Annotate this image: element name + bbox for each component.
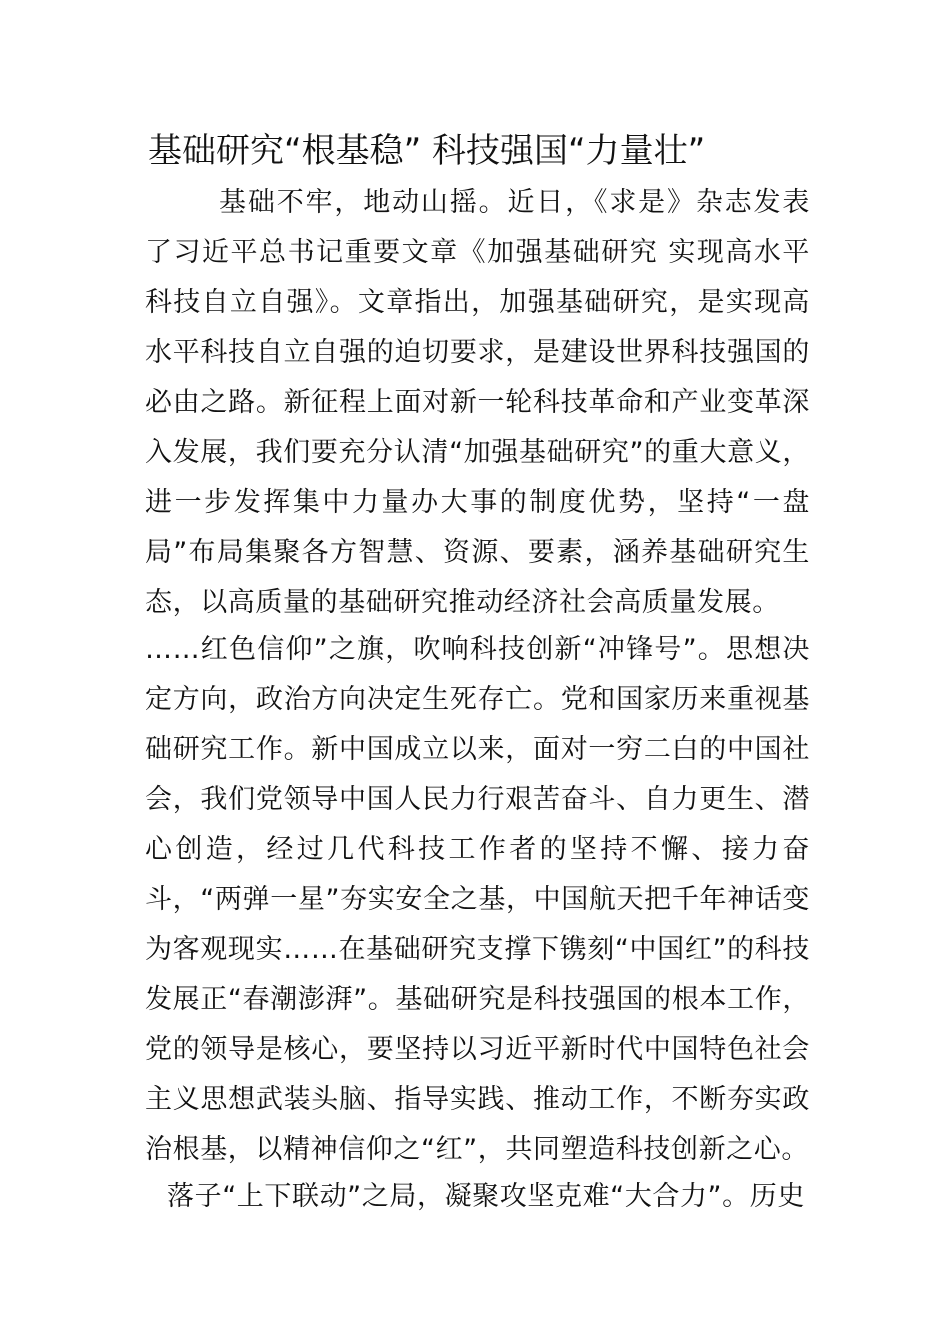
- document-title: 基础研究“根基稳” 科技强国“力量壮”: [148, 131, 706, 171]
- paragraph-intro: 基础不牢，地动山摇。近日，《求是》杂志发表了习近平总书记重要文章《加强基础研究 实现高水平科技自立自强》。文章指出，加强基础研究，是实现高水平科技自立自强的迫切要求，是建设世界科技强国的必由之路。新征程上面对新一轮科技革命和产业变革深入发展，我们要充分认清“加强基础研究”的重大意义，进一步发挥集中力量办大事的制度优势，坚持“一盘局”布局集聚各方智慧、资源、要素，涵养基础研究生态，以高质量的基础研究推动经济社会高质量发展。: [145, 187, 810, 618]
- paragraph-joint-effort: 落子“上下联动”之局，凝聚攻坚克难“大合力”。历史: [167, 1181, 805, 1212]
- paragraph-red-faith: ……红色信仰”之旗，吹响科技创新“冲锋号”。思想决定方向，政治方向决定生死存亡。党和国家历来重视基础研究工作。新中国成立以来，面对一穷二白的中国社会，我们党领导中国人民力行艰苦奋斗、自力更生、潜心创造，经过几代科技工作者的坚持不懈、接力奋斗，“两弹一星”夯实安全之基，中国航天把千年神话变为客观现实……在基础研究支撑下镌刻“中国红”的科技发展正“春潮澎湃”。基础研究是科技强国的根本工作，党的领导是核心，要坚持以习近平新时代中国特色社会主义思想武装头脑、指导实践、推动工作，不断夯实政治根基，以精神信仰之“红”，共同塑造科技创新之心。: [145, 634, 810, 1165]
